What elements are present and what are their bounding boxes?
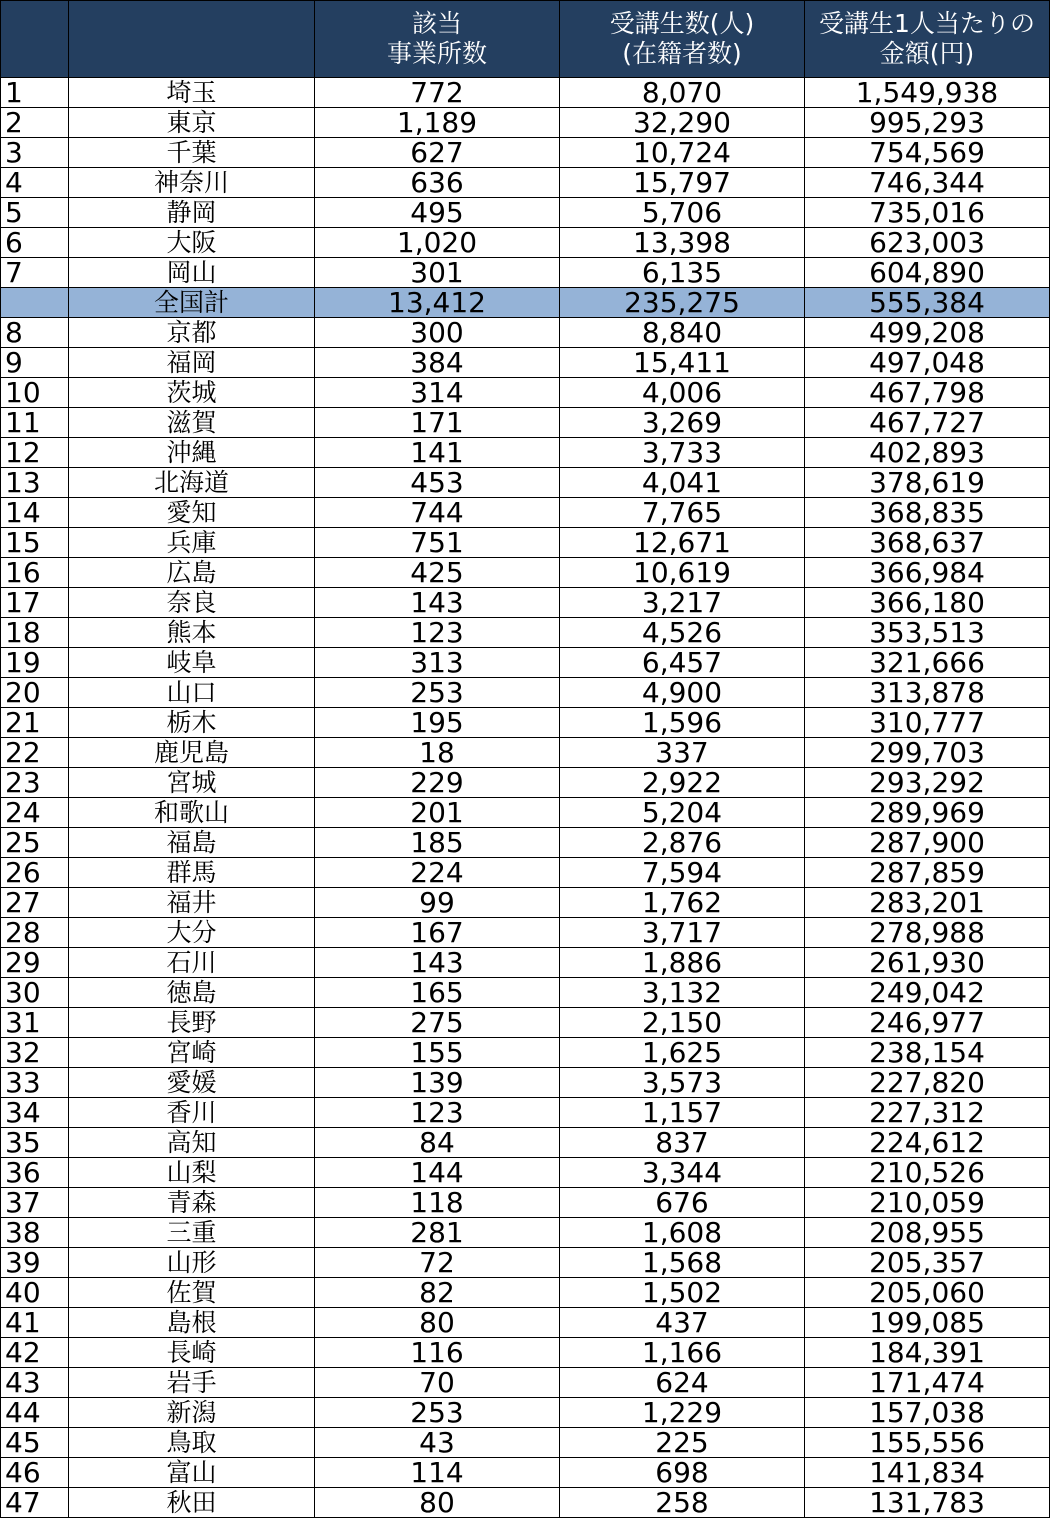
rank-cell: 15 (1, 528, 69, 558)
students-cell: 4,041 (560, 468, 805, 498)
prefecture-cell: 石川 (69, 948, 315, 978)
table-row (1, 1128, 1050, 1158)
table-row (1, 318, 1050, 348)
rank-cell: 3 (1, 138, 69, 168)
table-row (1, 648, 1050, 678)
table-row (1, 1428, 1050, 1458)
table-row (1, 408, 1050, 438)
rank-cell: 26 (1, 858, 69, 888)
amount-cell: 227,312 (805, 1098, 1050, 1128)
table-row (1, 738, 1050, 768)
offices-cell: 281 (315, 1218, 560, 1248)
rank-cell: 17 (1, 588, 69, 618)
offices-cell: 80 (315, 1308, 560, 1338)
students-cell: 2,922 (560, 768, 805, 798)
table-row (1, 678, 1050, 708)
students-cell: 3,573 (560, 1068, 805, 1098)
offices-cell: 636 (315, 168, 560, 198)
table-row (1, 258, 1050, 288)
students-cell: 10,724 (560, 138, 805, 168)
table-row (1, 78, 1050, 108)
prefecture-cell: 兵庫 (69, 528, 315, 558)
offices-cell: 165 (315, 978, 560, 1008)
rank-cell (1, 288, 69, 318)
offices-cell: 201 (315, 798, 560, 828)
amount-cell: 210,526 (805, 1158, 1050, 1188)
rank-cell: 45 (1, 1428, 69, 1458)
table-row (1, 888, 1050, 918)
prefecture-cell: 群馬 (69, 858, 315, 888)
table-row (1, 1218, 1050, 1248)
students-cell: 1,596 (560, 708, 805, 738)
header-students: 受講生数(人) (在籍者数) (560, 1, 805, 78)
rank-cell: 20 (1, 678, 69, 708)
prefecture-cell: 岩手 (69, 1368, 315, 1398)
prefecture-cell: 徳島 (69, 978, 315, 1008)
rank-cell: 2 (1, 108, 69, 138)
amount-cell: 499,208 (805, 318, 1050, 348)
rank-cell: 42 (1, 1338, 69, 1368)
students-cell: 15,411 (560, 348, 805, 378)
students-cell: 3,217 (560, 588, 805, 618)
students-cell: 624 (560, 1368, 805, 1398)
table-row (1, 1368, 1050, 1398)
rank-cell: 1 (1, 78, 69, 108)
table-row (1, 108, 1050, 138)
students-cell: 4,006 (560, 378, 805, 408)
table-row (1, 558, 1050, 588)
prefecture-cell: 沖縄 (69, 438, 315, 468)
rank-cell: 38 (1, 1218, 69, 1248)
students-cell: 3,132 (560, 978, 805, 1008)
students-cell: 2,150 (560, 1008, 805, 1038)
table-row (1, 1068, 1050, 1098)
amount-cell: 246,977 (805, 1008, 1050, 1038)
amount-cell: 155,556 (805, 1428, 1050, 1458)
prefecture-cell: 三重 (69, 1218, 315, 1248)
rank-cell: 13 (1, 468, 69, 498)
table-row (1, 528, 1050, 558)
table-row (1, 948, 1050, 978)
students-cell: 1,608 (560, 1218, 805, 1248)
students-cell: 5,706 (560, 198, 805, 228)
offices-cell: 143 (315, 948, 560, 978)
prefecture-cell: 京都 (69, 318, 315, 348)
rank-cell: 22 (1, 738, 69, 768)
rank-cell: 27 (1, 888, 69, 918)
amount-cell: 261,930 (805, 948, 1050, 978)
amount-cell: 353,513 (805, 618, 1050, 648)
offices-cell: 313 (315, 648, 560, 678)
offices-cell: 253 (315, 1398, 560, 1428)
rank-cell: 7 (1, 258, 69, 288)
amount-cell: 313,878 (805, 678, 1050, 708)
students-cell: 1,502 (560, 1278, 805, 1308)
students-cell: 6,457 (560, 648, 805, 678)
table-row (1, 1488, 1050, 1518)
offices-cell: 495 (315, 198, 560, 228)
offices-cell: 18 (315, 738, 560, 768)
students-cell: 1,625 (560, 1038, 805, 1068)
table-row (1, 1278, 1050, 1308)
amount-cell: 287,900 (805, 828, 1050, 858)
amount-cell: 402,893 (805, 438, 1050, 468)
prefecture-cell: 高知 (69, 1128, 315, 1158)
offices-cell: 80 (315, 1488, 560, 1518)
table-row (1, 1458, 1050, 1488)
offices-cell: 229 (315, 768, 560, 798)
offices-cell: 123 (315, 1098, 560, 1128)
amount-cell: 289,969 (805, 798, 1050, 828)
offices-cell: 114 (315, 1458, 560, 1488)
offices-cell: 425 (315, 558, 560, 588)
rank-cell: 34 (1, 1098, 69, 1128)
prefecture-cell: 福井 (69, 888, 315, 918)
offices-cell: 72 (315, 1248, 560, 1278)
rank-cell: 8 (1, 318, 69, 348)
amount-cell: 171,474 (805, 1368, 1050, 1398)
table-row (1, 1158, 1050, 1188)
rank-cell: 16 (1, 558, 69, 588)
prefecture-cell: 神奈川 (69, 168, 315, 198)
prefecture-cell: 宮崎 (69, 1038, 315, 1068)
rank-cell: 21 (1, 708, 69, 738)
students-cell: 4,526 (560, 618, 805, 648)
table-row (1, 828, 1050, 858)
amount-cell: 310,777 (805, 708, 1050, 738)
offices-cell: 139 (315, 1068, 560, 1098)
table-row (1, 1398, 1050, 1428)
rank-cell: 36 (1, 1158, 69, 1188)
prefecture-cell: 大分 (69, 918, 315, 948)
students-cell: 10,619 (560, 558, 805, 588)
rank-cell: 43 (1, 1368, 69, 1398)
students-cell: 3,344 (560, 1158, 805, 1188)
offices-cell: 627 (315, 138, 560, 168)
rank-cell: 19 (1, 648, 69, 678)
offices-cell: 1,020 (315, 228, 560, 258)
prefecture-cell: 島根 (69, 1308, 315, 1338)
amount-cell: 623,003 (805, 228, 1050, 258)
rank-cell: 31 (1, 1008, 69, 1038)
prefecture-cell: 滋賀 (69, 408, 315, 438)
table-row (1, 168, 1050, 198)
offices-cell: 453 (315, 468, 560, 498)
amount-cell: 283,201 (805, 888, 1050, 918)
rank-cell: 10 (1, 378, 69, 408)
students-cell: 8,840 (560, 318, 805, 348)
header-rank (1, 1, 69, 78)
amount-cell: 321,666 (805, 648, 1050, 678)
offices-cell: 141 (315, 438, 560, 468)
offices-cell: 84 (315, 1128, 560, 1158)
amount-cell: 224,612 (805, 1128, 1050, 1158)
rank-cell: 30 (1, 978, 69, 1008)
prefecture-cell: 長崎 (69, 1338, 315, 1368)
students-cell: 12,671 (560, 528, 805, 558)
prefecture-cell: 長野 (69, 1008, 315, 1038)
table-row (1, 468, 1050, 498)
rank-cell: 29 (1, 948, 69, 978)
table-header (1, 1, 1050, 78)
prefecture-cell: 茨城 (69, 378, 315, 408)
amount-cell: 238,154 (805, 1038, 1050, 1068)
rank-cell: 39 (1, 1248, 69, 1278)
offices-cell: 314 (315, 378, 560, 408)
table-row (1, 1338, 1050, 1368)
prefecture-cell: 栃木 (69, 708, 315, 738)
offices-cell: 82 (315, 1278, 560, 1308)
students-cell: 4,900 (560, 678, 805, 708)
students-cell: 1,229 (560, 1398, 805, 1428)
table-row (1, 1188, 1050, 1218)
students-cell: 5,204 (560, 798, 805, 828)
amount-cell: 754,569 (805, 138, 1050, 168)
offices-cell: 253 (315, 678, 560, 708)
table-row (1, 858, 1050, 888)
offices-cell: 1,189 (315, 108, 560, 138)
rank-cell: 12 (1, 438, 69, 468)
table-row (1, 1308, 1050, 1338)
prefecture-cell: 大阪 (69, 228, 315, 258)
prefecture-cell: 富山 (69, 1458, 315, 1488)
table-row (1, 1038, 1050, 1068)
offices-cell: 143 (315, 588, 560, 618)
amount-cell: 1,549,938 (805, 78, 1050, 108)
rank-cell: 5 (1, 198, 69, 228)
rank-cell: 18 (1, 618, 69, 648)
offices-cell: 155 (315, 1038, 560, 1068)
students-cell: 1,762 (560, 888, 805, 918)
prefecture-cell: 広島 (69, 558, 315, 588)
students-cell: 7,594 (560, 858, 805, 888)
students-cell: 13,398 (560, 228, 805, 258)
students-cell: 7,765 (560, 498, 805, 528)
rank-cell: 46 (1, 1458, 69, 1488)
students-cell: 3,733 (560, 438, 805, 468)
amount-cell: 366,180 (805, 588, 1050, 618)
table-row (1, 198, 1050, 228)
table-row (1, 918, 1050, 948)
offices-cell: 171 (315, 408, 560, 438)
amount-cell: 467,727 (805, 408, 1050, 438)
rank-cell: 24 (1, 798, 69, 828)
students-cell: 6,135 (560, 258, 805, 288)
students-cell: 15,797 (560, 168, 805, 198)
total-row (1, 288, 1050, 318)
prefecture-cell: 山形 (69, 1248, 315, 1278)
amount-cell: 368,835 (805, 498, 1050, 528)
prefecture-cell: 静岡 (69, 198, 315, 228)
students-cell: 225 (560, 1428, 805, 1458)
prefecture-cell: 岡山 (69, 258, 315, 288)
table-row (1, 708, 1050, 738)
amount-cell: 746,344 (805, 168, 1050, 198)
offices-cell: 744 (315, 498, 560, 528)
header-offices: 該当 事業所数 (315, 1, 560, 78)
amount-cell: 555,384 (805, 288, 1050, 318)
amount-cell: 278,988 (805, 918, 1050, 948)
students-cell: 2,876 (560, 828, 805, 858)
offices-cell: 751 (315, 528, 560, 558)
prefecture-cell: 福岡 (69, 348, 315, 378)
amount-cell: 378,619 (805, 468, 1050, 498)
students-cell: 337 (560, 738, 805, 768)
students-cell: 3,717 (560, 918, 805, 948)
prefecture-cell: 秋田 (69, 1488, 315, 1518)
prefecture-cell: 東京 (69, 108, 315, 138)
prefecture-cell: 鳥取 (69, 1428, 315, 1458)
rank-cell: 35 (1, 1128, 69, 1158)
amount-cell: 366,984 (805, 558, 1050, 588)
rank-cell: 41 (1, 1308, 69, 1338)
rank-cell: 9 (1, 348, 69, 378)
table-row (1, 1248, 1050, 1278)
amount-cell: 604,890 (805, 258, 1050, 288)
offices-cell: 195 (315, 708, 560, 738)
prefecture-cell: 奈良 (69, 588, 315, 618)
table-row (1, 228, 1050, 258)
students-cell: 235,275 (560, 288, 805, 318)
table-row (1, 978, 1050, 1008)
table-row (1, 438, 1050, 468)
offices-cell: 224 (315, 858, 560, 888)
amount-cell: 995,293 (805, 108, 1050, 138)
table-row (1, 798, 1050, 828)
students-cell: 1,886 (560, 948, 805, 978)
rank-cell: 32 (1, 1038, 69, 1068)
amount-cell: 293,292 (805, 768, 1050, 798)
offices-cell: 167 (315, 918, 560, 948)
rank-cell: 23 (1, 768, 69, 798)
rank-cell: 4 (1, 168, 69, 198)
students-cell: 1,157 (560, 1098, 805, 1128)
amount-cell: 249,042 (805, 978, 1050, 1008)
offices-cell: 384 (315, 348, 560, 378)
prefecture-cell: 新潟 (69, 1398, 315, 1428)
offices-cell: 300 (315, 318, 560, 348)
students-cell: 3,269 (560, 408, 805, 438)
amount-cell: 157,038 (805, 1398, 1050, 1428)
prefecture-cell: 愛知 (69, 498, 315, 528)
rank-cell: 6 (1, 228, 69, 258)
offices-cell: 99 (315, 888, 560, 918)
rank-cell: 47 (1, 1488, 69, 1518)
prefecture-cell: 福島 (69, 828, 315, 858)
amount-cell: 199,085 (805, 1308, 1050, 1338)
prefecture-cell: 青森 (69, 1188, 315, 1218)
amount-cell: 205,060 (805, 1278, 1050, 1308)
prefecture-cell: 北海道 (69, 468, 315, 498)
students-cell: 1,166 (560, 1338, 805, 1368)
prefecture-cell: 鹿児島 (69, 738, 315, 768)
table-row (1, 378, 1050, 408)
students-cell: 32,290 (560, 108, 805, 138)
offices-cell: 185 (315, 828, 560, 858)
prefecture-cell: 岐阜 (69, 648, 315, 678)
rank-cell: 37 (1, 1188, 69, 1218)
table-body (1, 78, 1050, 1518)
offices-cell: 116 (315, 1338, 560, 1368)
offices-cell: 13,412 (315, 288, 560, 318)
prefecture-cell: 山口 (69, 678, 315, 708)
header-prefecture (69, 1, 315, 78)
students-cell: 258 (560, 1488, 805, 1518)
prefecture-cell: 山梨 (69, 1158, 315, 1188)
rank-cell: 14 (1, 498, 69, 528)
offices-cell: 144 (315, 1158, 560, 1188)
rank-cell: 28 (1, 918, 69, 948)
amount-cell: 205,357 (805, 1248, 1050, 1278)
header-amount-per-student: 受講生1人当たりの 金額(円) (805, 1, 1050, 78)
amount-cell: 141,834 (805, 1458, 1050, 1488)
amount-cell: 299,703 (805, 738, 1050, 768)
prefecture-cell: 埼玉 (69, 78, 315, 108)
students-cell: 676 (560, 1188, 805, 1218)
amount-cell: 210,059 (805, 1188, 1050, 1218)
prefecture-cell: 全国計 (69, 288, 315, 318)
offices-cell: 123 (315, 618, 560, 648)
amount-cell: 208,955 (805, 1218, 1050, 1248)
prefecture-cell: 香川 (69, 1098, 315, 1128)
amount-cell: 497,048 (805, 348, 1050, 378)
offices-cell: 301 (315, 258, 560, 288)
table-row (1, 498, 1050, 528)
prefecture-cell: 佐賀 (69, 1278, 315, 1308)
students-cell: 437 (560, 1308, 805, 1338)
table-row (1, 138, 1050, 168)
rank-cell: 33 (1, 1068, 69, 1098)
prefecture-cell: 和歌山 (69, 798, 315, 828)
amount-cell: 467,798 (805, 378, 1050, 408)
offices-cell: 275 (315, 1008, 560, 1038)
table-row (1, 348, 1050, 378)
amount-cell: 287,859 (805, 858, 1050, 888)
table-row (1, 768, 1050, 798)
rank-cell: 44 (1, 1398, 69, 1428)
offices-cell: 118 (315, 1188, 560, 1218)
students-cell: 8,070 (560, 78, 805, 108)
students-cell: 837 (560, 1128, 805, 1158)
students-cell: 698 (560, 1458, 805, 1488)
offices-cell: 43 (315, 1428, 560, 1458)
header-row (1, 1, 1050, 78)
rank-cell: 40 (1, 1278, 69, 1308)
offices-cell: 70 (315, 1368, 560, 1398)
amount-cell: 227,820 (805, 1068, 1050, 1098)
prefecture-cell: 熊本 (69, 618, 315, 648)
prefecture-cell: 宮城 (69, 768, 315, 798)
amount-cell: 131,783 (805, 1488, 1050, 1518)
rank-cell: 25 (1, 828, 69, 858)
amount-cell: 735,016 (805, 198, 1050, 228)
amount-cell: 368,637 (805, 528, 1050, 558)
table-row (1, 618, 1050, 648)
table-row (1, 588, 1050, 618)
rank-cell: 11 (1, 408, 69, 438)
students-cell: 1,568 (560, 1248, 805, 1278)
prefecture-cell: 千葉 (69, 138, 315, 168)
prefecture-cell: 愛媛 (69, 1068, 315, 1098)
amount-cell: 184,391 (805, 1338, 1050, 1368)
table-row (1, 1008, 1050, 1038)
offices-cell: 772 (315, 78, 560, 108)
table-row (1, 1098, 1050, 1128)
